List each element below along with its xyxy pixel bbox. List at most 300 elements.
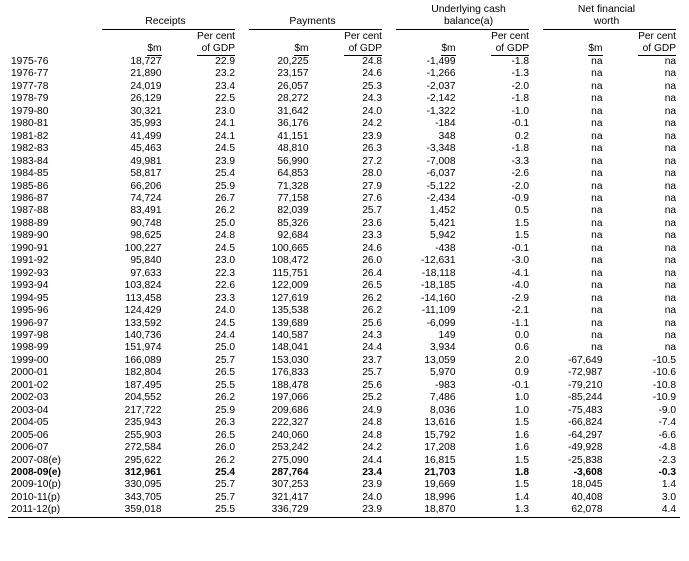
receipts-pct-cell: 23.2 — [215, 68, 235, 80]
ucb-pct-cell: -1.8 — [511, 93, 530, 105]
year-cell: 2004-05 — [11, 417, 49, 429]
nfw-pct-cell: na — [664, 267, 677, 279]
receipts-value-cell: 41,499 — [130, 130, 162, 142]
receipts-pct-header: Per cent of GDP — [166, 30, 240, 56]
ucb-value-cell: 149 — [438, 329, 456, 341]
nfw-pct-cell: na — [664, 80, 677, 92]
nfw-pct-header: Per cent of GDP — [607, 30, 681, 56]
receipts-value-cell: 35,993 — [130, 118, 162, 130]
nfw-pct-cell: -10.6 — [652, 367, 677, 379]
nfw-value-cell: -3,608 — [573, 466, 603, 478]
nfw-pct-cell: na — [664, 255, 677, 267]
payments-value-cell: 71,328 — [277, 180, 309, 192]
ucb-value-cell: -1,499 — [426, 56, 456, 67]
year-cell: 1992-93 — [11, 267, 49, 279]
payments-value-cell: 82,039 — [277, 205, 309, 217]
receipts-pct-cell: 24.5 — [215, 242, 235, 254]
payments-value-cell: 153,030 — [271, 354, 309, 366]
nfw-pct-cell: -6.6 — [658, 429, 677, 441]
payments-value-cell: 275,090 — [271, 454, 309, 466]
nfw-pct-cell: -10.5 — [652, 354, 677, 366]
ucb-pct-cell: -0.1 — [511, 379, 530, 391]
payments-pct-cell: 25.7 — [362, 367, 383, 379]
nfw-sm-header: $m — [533, 30, 607, 56]
receipts-pct-cell: 25.5 — [166, 504, 240, 517]
ucb-value-cell: 5,421 — [430, 217, 456, 229]
ucb-value-cell: 17,208 — [424, 442, 456, 454]
ucb-value-cell: 13,616 — [424, 417, 456, 429]
payments-pct-cell: 25.7 — [362, 205, 383, 217]
payments-pct-cell: 27.9 — [362, 180, 383, 192]
payments-value-cell: 336,729 — [239, 504, 313, 517]
payments-pct-cell: 27.6 — [362, 192, 383, 204]
ucb-value-cell: -2,142 — [426, 93, 456, 105]
nfw-value-cell: na — [591, 80, 603, 92]
ucb-value-cell: -1,322 — [426, 105, 456, 117]
ucb-pct-cell: -1.3 — [511, 68, 530, 80]
payments-value-cell: 321,417 — [271, 491, 309, 503]
ucb-pct-cell: 1.0 — [514, 392, 530, 404]
payments-value-cell: 148,041 — [271, 342, 309, 354]
nfw-pct-cell: na — [664, 280, 677, 292]
nfw-value-cell: na — [591, 143, 603, 155]
ucb-pct-cell: -2.0 — [511, 180, 530, 192]
ucb-value-cell: 5,970 — [430, 367, 456, 379]
receipts-value-cell: 133,592 — [124, 317, 162, 329]
table-row — [8, 392, 680, 404]
payments-pct-cell: 24.9 — [362, 404, 383, 416]
nfw-pct-cell: na — [664, 205, 677, 217]
underlying-cash-balance-header: Underlying cash balance(a) — [386, 2, 533, 30]
nfw-pct-cell: na — [664, 242, 677, 254]
payments-value-cell: 222,327 — [271, 417, 309, 429]
payments-value-cell: 287,764 — [271, 466, 309, 478]
table-row — [8, 318, 680, 330]
nfw-value-cell: 40,408 — [571, 491, 603, 503]
year-unit-blank — [8, 30, 92, 56]
nfw-pct-cell: -4.8 — [658, 442, 677, 454]
ucb-value-cell: -3,348 — [426, 143, 456, 155]
ucb-pct-cell: -2.1 — [511, 305, 530, 317]
year-cell: 2008-09(e) — [11, 466, 61, 478]
payments-pct-cell: 24.6 — [362, 68, 383, 80]
receipts-value-cell: 255,903 — [124, 429, 162, 441]
nfw-value-cell: na — [591, 230, 603, 242]
nfw-value-cell: na — [591, 118, 603, 130]
nfw-value-cell: na — [591, 105, 603, 117]
nfw-value-cell: na — [591, 155, 603, 167]
payments-pct-cell: 25.2 — [362, 392, 383, 404]
nfw-pct-cell: 3.0 — [661, 491, 677, 503]
nfw-value-cell: na — [591, 329, 603, 341]
table-row — [8, 93, 680, 105]
table-row — [8, 268, 680, 280]
year-cell: 2007-08(e) — [11, 454, 61, 466]
ucb-pct-cell: 0.0 — [514, 329, 530, 341]
receipts-pct-cell: 25.7 — [215, 479, 235, 491]
table-row — [8, 193, 680, 205]
nfw-value-cell: -64,297 — [567, 429, 603, 441]
payments-pct-cell: 24.8 — [362, 429, 383, 441]
ucb-value-cell: 19,669 — [424, 479, 456, 491]
payments-value-cell: 135,538 — [271, 305, 309, 317]
payments-value-cell: 140,587 — [271, 329, 309, 341]
nfw-value-cell: na — [591, 180, 603, 192]
nfw-pct-cell: na — [664, 217, 677, 229]
payments-pct-cell: 23.3 — [362, 230, 383, 242]
nfw-value-cell: 62,078 — [533, 504, 607, 517]
year-cell: 1976-77 — [11, 68, 49, 80]
ucb-value-cell: -1,266 — [426, 68, 456, 80]
receipts-pct-cell: 24.8 — [215, 230, 235, 242]
year-cell: 1995-96 — [11, 305, 49, 317]
year-cell: 2011-12(p) — [8, 504, 92, 517]
payments-pct-cell: 23.9 — [313, 504, 387, 517]
payments-header: Payments — [239, 2, 386, 30]
ucb-value-cell: -2,037 — [426, 80, 456, 92]
payments-pct-cell: 25.6 — [362, 317, 383, 329]
receipts-value-cell: 58,817 — [130, 168, 162, 180]
ucb-pct-cell: 1.5 — [514, 230, 530, 242]
payments-value-cell: 108,472 — [271, 255, 309, 267]
year-cell: 1982-83 — [11, 143, 49, 155]
payments-pct-cell: 23.9 — [362, 479, 383, 491]
ucb-value-cell: -12,631 — [420, 255, 456, 267]
year-cell: 1983-84 — [11, 155, 49, 167]
ucb-value-cell: -184 — [435, 118, 456, 130]
table-row — [8, 455, 680, 467]
budget-aggregates-table — [8, 2, 680, 518]
nfw-pct-cell: na — [664, 93, 677, 105]
payments-value-cell: 41,151 — [277, 130, 309, 142]
receipts-value-cell: 295,622 — [124, 454, 162, 466]
nfw-pct-cell: na — [664, 317, 677, 329]
group-header-row — [8, 2, 680, 30]
payments-sm-header: $m — [239, 30, 313, 56]
payments-pct-cell: 24.0 — [362, 491, 383, 503]
year-cell: 2002-03 — [11, 392, 49, 404]
nfw-value-cell: na — [591, 292, 603, 304]
ucb-pct-cell: -1.8 — [511, 143, 530, 155]
year-cell: 1986-87 — [11, 192, 49, 204]
payments-pct-cell: 25.3 — [362, 80, 383, 92]
payments-pct-cell: 28.0 — [362, 168, 383, 180]
payments-pct-cell: 24.4 — [362, 342, 383, 354]
payments-pct-cell: 26.2 — [362, 305, 383, 317]
nfw-pct-cell: na — [664, 143, 677, 155]
table-row — [8, 305, 680, 317]
payments-pct-cell: 24.8 — [362, 56, 383, 67]
nfw-value-cell: na — [591, 205, 603, 217]
ucb-pct-cell: -1.1 — [511, 317, 530, 329]
nfw-pct-cell: na — [664, 56, 677, 67]
ucb-pct-cell: -2.6 — [511, 168, 530, 180]
year-cell: 1980-81 — [11, 118, 49, 130]
year-cell: 1990-91 — [11, 242, 49, 254]
receipts-pct-cell: 25.7 — [215, 491, 235, 503]
table-row — [8, 230, 680, 242]
year-cell: 2006-07 — [11, 442, 49, 454]
net-financial-worth-header: Net financial worth — [533, 2, 680, 30]
table-row — [8, 280, 680, 292]
receipts-value-cell: 74,724 — [130, 192, 162, 204]
receipts-value-cell: 21,890 — [130, 68, 162, 80]
ucb-pct-cell: -3.3 — [511, 155, 530, 167]
ucb-pct-cell: 0.2 — [514, 130, 530, 142]
nfw-pct-cell: -10.8 — [652, 379, 677, 391]
receipts-pct-cell: 25.0 — [215, 217, 235, 229]
nfw-value-cell: na — [591, 280, 603, 292]
payments-value-cell: 26,057 — [277, 80, 309, 92]
payments-value-cell: 253,242 — [271, 442, 309, 454]
ucb-pct-cell: 1.6 — [514, 429, 530, 441]
ucb-value-cell: 16,815 — [424, 454, 456, 466]
receipts-value-cell: 343,705 — [124, 491, 162, 503]
receipts-value-cell: 49,981 — [130, 155, 162, 167]
ucb-value-cell: -5,122 — [426, 180, 456, 192]
ucb-pct-cell: -3.0 — [511, 255, 530, 267]
payments-value-cell: 64,853 — [277, 168, 309, 180]
nfw-value-cell: na — [591, 217, 603, 229]
receipts-pct-cell: 26.7 — [215, 192, 235, 204]
receipts-value-cell: 204,552 — [124, 392, 162, 404]
nfw-pct-cell: -7.4 — [658, 417, 677, 429]
budget-table-container — [8, 2, 680, 518]
ucb-value-cell: 13,059 — [424, 354, 456, 366]
ucb-pct-cell: 0.9 — [514, 367, 530, 379]
year-cell: 1988-89 — [11, 217, 49, 229]
ucb-value-cell: 5,942 — [430, 230, 456, 242]
nfw-pct-cell: -0.3 — [658, 466, 677, 478]
payments-pct-cell: 26.4 — [362, 267, 383, 279]
receipts-pct-cell: 26.3 — [215, 417, 235, 429]
nfw-value-cell: na — [591, 255, 603, 267]
receipts-value-cell: 235,943 — [124, 417, 162, 429]
payments-value-cell: 197,066 — [271, 392, 309, 404]
table-row — [8, 342, 680, 354]
nfw-value-cell: na — [591, 242, 603, 254]
nfw-pct-cell: na — [664, 155, 677, 167]
receipts-value-cell: 187,495 — [124, 379, 162, 391]
receipts-pct-cell: 26.2 — [215, 205, 235, 217]
ucb-pct-cell: 1.5 — [514, 417, 530, 429]
receipts-pct-cell: 25.9 — [215, 180, 235, 192]
nfw-pct-cell: na — [664, 105, 677, 117]
receipts-value-cell: 18,727 — [130, 56, 162, 67]
nfw-value-cell: -67,649 — [567, 354, 603, 366]
receipts-pct-cell: 23.0 — [215, 105, 235, 117]
receipts-pct-cell: 23.9 — [215, 155, 235, 167]
nfw-value-cell: na — [591, 267, 603, 279]
receipts-value-cell: 24,019 — [130, 80, 162, 92]
ucb-pct-cell: 1.6 — [514, 442, 530, 454]
ucb-value-cell: -2,434 — [426, 192, 456, 204]
year-cell: 1985-86 — [11, 180, 49, 192]
ucb-value-cell: 8,036 — [430, 404, 456, 416]
receipts-value-cell: 103,824 — [124, 280, 162, 292]
table-row — [8, 330, 680, 342]
receipts-pct-cell: 23.3 — [215, 292, 235, 304]
year-cell: 2003-04 — [11, 404, 49, 416]
ucb-pct-cell: -0.1 — [511, 118, 530, 130]
year-cell: 1999-00 — [11, 354, 49, 366]
year-cell: 2009-10(p) — [11, 479, 61, 491]
receipts-value-cell: 45,463 — [130, 143, 162, 155]
ucb-value-cell: 7,486 — [430, 392, 456, 404]
receipts-value-cell: 98,625 — [130, 230, 162, 242]
payments-pct-cell: 24.3 — [362, 329, 383, 341]
nfw-value-cell: na — [591, 93, 603, 105]
ucb-value-cell: -18,118 — [421, 267, 456, 279]
unit-header-row — [8, 30, 680, 56]
nfw-pct-cell: -9.0 — [658, 404, 677, 416]
ucb-value-cell: 3,934 — [430, 342, 456, 354]
receipts-pct-cell: 25.5 — [215, 379, 235, 391]
receipts-pct-cell: 25.7 — [215, 354, 235, 366]
year-cell: 1987-88 — [11, 205, 49, 217]
receipts-value-cell: 95,840 — [130, 255, 162, 267]
table-row — [8, 131, 680, 143]
receipts-pct-cell: 24.1 — [215, 130, 235, 142]
nfw-pct-cell: na — [664, 342, 677, 354]
ucb-value-cell: 15,792 — [424, 429, 456, 441]
receipts-value-cell: 97,633 — [130, 267, 162, 279]
table-row — [8, 367, 680, 379]
ucb-value-cell: -18,185 — [420, 280, 456, 292]
table-row — [8, 504, 680, 517]
year-cell: 1997-98 — [11, 329, 49, 341]
table-row — [8, 430, 680, 442]
year-cell: 1991-92 — [11, 255, 49, 267]
payments-value-cell: 122,009 — [271, 280, 309, 292]
nfw-pct-cell: -10.9 — [652, 392, 677, 404]
nfw-pct-cell: na — [664, 192, 677, 204]
payments-value-cell: 56,990 — [277, 155, 309, 167]
receipts-value-cell: 124,429 — [124, 305, 162, 317]
payments-value-cell: 31,642 — [277, 105, 309, 117]
payments-pct-header: Per cent of GDP — [313, 30, 387, 56]
receipts-pct-cell: 25.4 — [215, 168, 235, 180]
table-row — [8, 68, 680, 80]
payments-pct-cell: 23.6 — [362, 217, 383, 229]
payments-pct-cell: 25.6 — [362, 379, 383, 391]
receipts-pct-cell: 24.1 — [215, 118, 235, 130]
ucb-pct-cell: -2.9 — [511, 292, 530, 304]
ucb-pct-cell: -1.8 — [511, 56, 530, 67]
payments-value-cell: 139,689 — [271, 317, 309, 329]
payments-value-cell: 188,478 — [271, 379, 309, 391]
receipts-pct-cell: 26.5 — [215, 367, 235, 379]
payments-pct-cell: 23.7 — [362, 354, 383, 366]
nfw-pct-cell: 4.4 — [607, 504, 681, 517]
receipts-value-cell: 26,129 — [130, 93, 162, 105]
receipts-pct-cell: 24.0 — [215, 305, 235, 317]
receipts-pct-cell: 22.6 — [215, 280, 235, 292]
payments-value-cell: 100,665 — [271, 242, 309, 254]
nfw-pct-cell: na — [664, 230, 677, 242]
nfw-pct-cell: na — [664, 168, 677, 180]
receipts-value-cell: 330,095 — [124, 479, 162, 491]
ucb-value-cell: -6,099 — [426, 317, 456, 329]
year-cell: 1979-80 — [11, 105, 49, 117]
nfw-pct-cell: na — [664, 305, 677, 317]
payments-pct-cell: 24.4 — [362, 454, 383, 466]
ucb-value-cell: -983 — [435, 379, 456, 391]
ucb-pct-cell: 1.4 — [514, 491, 530, 503]
ucb-pct-cell: 1.0 — [514, 404, 530, 416]
year-cell: 1998-99 — [11, 342, 49, 354]
nfw-value-cell: -75,483 — [567, 404, 603, 416]
ucb-value-cell: 18,870 — [386, 504, 460, 517]
nfw-value-cell: -49,928 — [567, 442, 603, 454]
receipts-value-cell: 312,961 — [124, 466, 162, 478]
table-row — [8, 355, 680, 367]
ucb-pct-cell: -0.1 — [511, 242, 530, 254]
receipts-pct-cell: 26.0 — [215, 442, 235, 454]
receipts-pct-cell: 23.0 — [215, 255, 235, 267]
ucb-pct-cell: -4.1 — [511, 267, 530, 279]
table-row — [8, 81, 680, 93]
nfw-pct-cell: na — [664, 130, 677, 142]
payments-value-cell: 36,176 — [277, 118, 309, 130]
ucb-pct-header: Per cent of GDP — [460, 30, 534, 56]
receipts-value-cell: 90,748 — [130, 217, 162, 229]
table-row — [8, 442, 680, 454]
table-row — [8, 479, 680, 491]
year-cell: 1975-76 — [11, 56, 49, 67]
table-row — [8, 181, 680, 193]
receipts-pct-cell: 23.4 — [215, 80, 235, 92]
receipts-pct-cell: 26.2 — [215, 392, 235, 404]
payments-pct-cell: 24.3 — [362, 93, 383, 105]
year-cell: 1996-97 — [11, 317, 49, 329]
payments-pct-cell: 26.3 — [362, 143, 383, 155]
payments-pct-cell: 27.2 — [362, 155, 383, 167]
receipts-value-cell: 30,321 — [130, 105, 162, 117]
nfw-value-cell: na — [591, 192, 603, 204]
receipts-pct-cell: 22.3 — [215, 267, 235, 279]
nfw-value-cell: -25,838 — [567, 454, 603, 466]
ucb-value-cell: -438 — [435, 242, 456, 254]
year-cell: 1993-94 — [11, 280, 49, 292]
receipts-value-cell: 272,584 — [124, 442, 162, 454]
nfw-value-cell: na — [591, 317, 603, 329]
payments-pct-cell: 24.2 — [362, 118, 383, 130]
payments-value-cell: 77,158 — [277, 192, 309, 204]
nfw-value-cell: -66,824 — [567, 417, 603, 429]
receipts-value-cell: 217,722 — [124, 404, 162, 416]
payments-value-cell: 307,253 — [271, 479, 309, 491]
nfw-value-cell: na — [591, 130, 603, 142]
nfw-value-cell: -79,210 — [567, 379, 603, 391]
year-cell: 1977-78 — [11, 80, 49, 92]
payments-pct-cell: 23.4 — [362, 466, 383, 478]
receipts-sm-header: $m — [92, 30, 166, 56]
receipts-header: Receipts — [92, 2, 239, 30]
receipts-pct-cell: 22.9 — [215, 56, 235, 67]
nfw-pct-cell: na — [664, 329, 677, 341]
receipts-pct-cell: 22.5 — [215, 93, 235, 105]
ucb-pct-cell: -4.0 — [511, 280, 530, 292]
year-cell: 1989-90 — [11, 230, 49, 242]
year-cell: 1994-95 — [11, 292, 49, 304]
ucb-value-cell: 348 — [438, 130, 456, 142]
ucb-pct-cell: 1.5 — [514, 217, 530, 229]
ucb-pct-cell: 0.6 — [514, 342, 530, 354]
receipts-pct-cell: 25.0 — [215, 342, 235, 354]
payments-value-cell: 20,225 — [277, 56, 309, 67]
payments-pct-cell: 24.8 — [362, 417, 383, 429]
